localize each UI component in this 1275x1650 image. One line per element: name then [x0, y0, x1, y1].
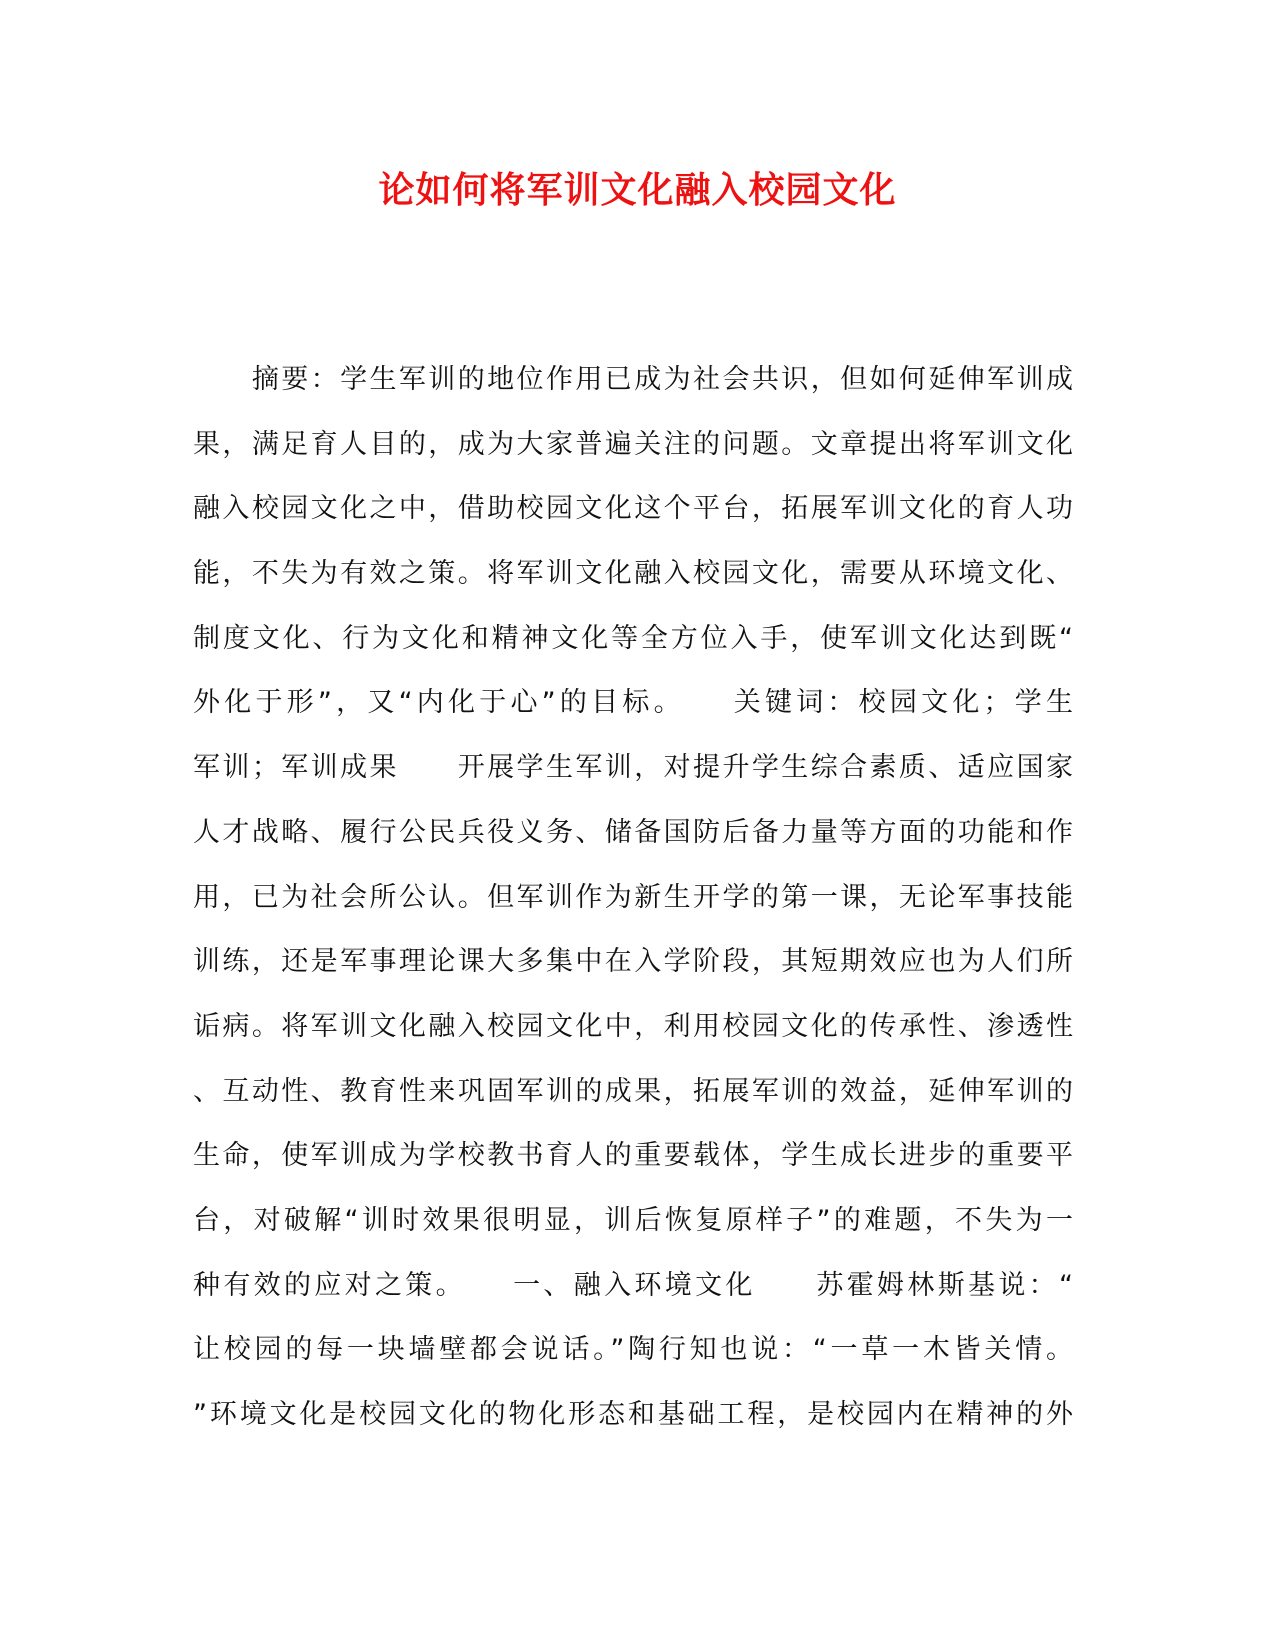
body-line: 诟病。将军训文化融入校园文化中，利用校园文化的传承性、渗透性	[193, 1010, 1073, 1042]
body-line: 融入校园文化之中，借助校园文化这个平台，拓展军训文化的育人功	[193, 493, 1073, 525]
body-line: 台，对破解“训时效果很明显，训后恢复原样子”的难题，不失为一	[193, 1204, 1073, 1236]
body-line: 生命，使军训成为学校教书育人的重要载体，学生成长进步的重要平	[193, 1140, 1073, 1172]
body-line: 军训；军训成果 开展学生军训，对提升学生综合素质、适应国家	[193, 752, 1073, 784]
body-line: 训练，还是军事理论课大多集中在入学阶段，其短期效应也为人们所	[193, 946, 1073, 978]
body-line: 人才战略、履行公民兵役义务、储备国防后备力量等方面的功能和作	[193, 816, 1073, 848]
body-line: 摘要：学生军训的地位作用已成为社会共识，但如何延伸军训成	[193, 364, 1073, 395]
body-line: 外化于形”，又“内化于心”的目标。 关键词：校园文化；学生	[193, 687, 1073, 719]
body-line: 让校园的每一块墙壁都会说话。”陶行知也说：“一草一木皆关情。	[193, 1334, 1073, 1366]
document-title: 论如何将军训文化融入校园文化	[378, 169, 897, 211]
body-line: ”环境文化是校园文化的物化形态和基础工程，是校园内在精神的外	[193, 1399, 1073, 1430]
body-line: 果，满足育人目的，成为大家普遍关注的问题。文章提出将军训文化	[193, 428, 1073, 460]
body-line: 制度文化、行为文化和精神文化等全方位入手，使军训文化达到既“	[193, 622, 1073, 654]
body-line: 种有效的应对之策。 一、融入环境文化 苏霍姆林斯基说：“	[193, 1269, 1073, 1301]
body-line: 、互动性、教育性来巩固军训的成果，拓展军训的效益，延伸军训的	[193, 1075, 1073, 1107]
body-line: 能，不失为有效之策。将军训文化融入校园文化，需要从环境文化、	[193, 558, 1073, 590]
body-line: 用，已为社会所公认。但军训作为新生开学的第一课，无论军事技能	[193, 881, 1073, 913]
document-body	[193, 348, 1073, 1448]
